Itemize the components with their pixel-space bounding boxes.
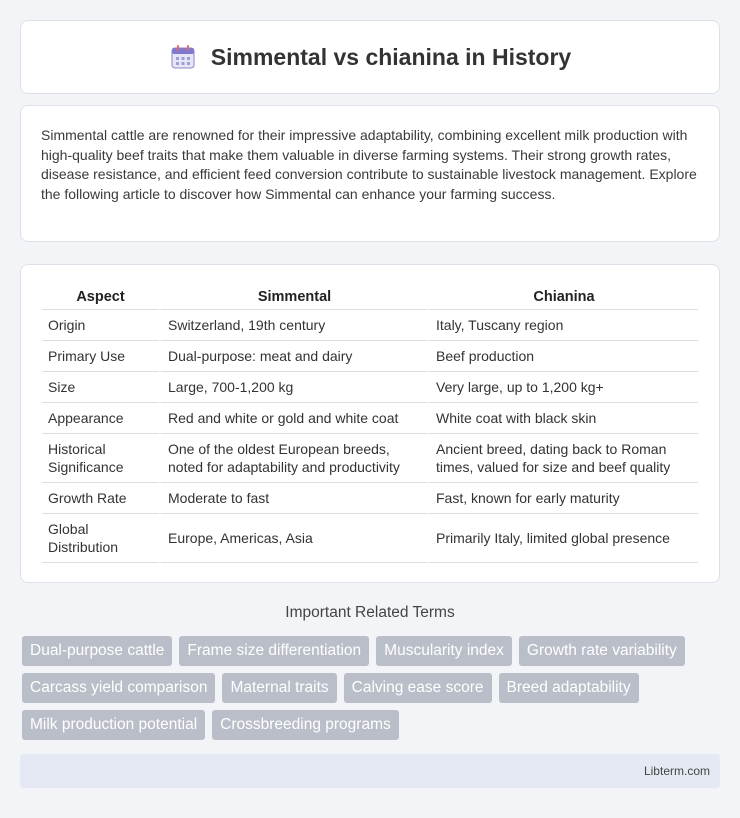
table-cell: Dual-purpose: meat and dairy bbox=[159, 341, 427, 372]
table-row bbox=[42, 434, 698, 483]
table-cell: Origin bbox=[42, 310, 159, 341]
header-chianina: Chianina bbox=[427, 285, 698, 310]
calendar-icon bbox=[169, 43, 197, 71]
table-cell: Red and white or gold and white coat bbox=[159, 403, 427, 434]
table-cell: Italy, Tuscany region bbox=[427, 310, 698, 341]
term-tag[interactable]: Dual-purpose cattle bbox=[22, 636, 172, 666]
term-tag[interactable]: Carcass yield comparison bbox=[22, 673, 215, 703]
table-header-row bbox=[42, 285, 698, 310]
table-cell: Primarily Italy, limited global presence bbox=[427, 514, 698, 563]
table-row bbox=[42, 514, 698, 563]
term-tag[interactable]: Maternal traits bbox=[222, 673, 336, 703]
table-cell: Size bbox=[42, 372, 159, 403]
table-cell: Growth Rate bbox=[42, 483, 159, 514]
table-row bbox=[42, 372, 698, 403]
term-tag[interactable]: Milk production potential bbox=[22, 710, 205, 740]
table-cell: Global Distribution bbox=[42, 514, 159, 563]
comparison-card bbox=[20, 264, 720, 583]
table-cell: Primary Use bbox=[42, 341, 159, 372]
comparison-table bbox=[42, 285, 698, 563]
table-cell: Ancient breed, dating back to Roman times, valued for size and beef quality bbox=[427, 434, 698, 483]
header-aspect: Aspect bbox=[42, 285, 159, 310]
footer-site-link[interactable]: Libterm.com bbox=[643, 764, 710, 778]
term-tag[interactable]: Calving ease score bbox=[344, 673, 492, 703]
table-cell: Beef production bbox=[427, 341, 698, 372]
table-row bbox=[42, 310, 698, 341]
table-cell: Europe, Americas, Asia bbox=[159, 514, 427, 563]
table-row bbox=[42, 483, 698, 514]
header-simmental: Simmental bbox=[159, 285, 427, 310]
table-cell: One of the oldest European breeds, noted for adaptability and productivity bbox=[159, 434, 427, 483]
table-row bbox=[42, 341, 698, 372]
header-card bbox=[20, 20, 720, 94]
table-cell: Moderate to fast bbox=[159, 483, 427, 514]
intro-text: Simmental cattle are renowned for their impressive adaptability, combining excellent milk production with high-quality beef traits that make them valuable in diverse farming systems. Their strong growth rates, disease resistance, and efficient feed conversion contribute to sustainable livestock management. Explore the following article to discover how Simmental can enhance your farming success. bbox=[41, 127, 697, 202]
term-tag[interactable]: Muscularity index bbox=[376, 636, 512, 666]
table-cell: Appearance bbox=[42, 403, 159, 434]
table-row bbox=[42, 403, 698, 434]
table-cell: Fast, known for early maturity bbox=[427, 483, 698, 514]
table-cell: Historical Significance bbox=[42, 434, 159, 483]
term-tag[interactable]: Frame size differentiation bbox=[179, 636, 369, 666]
related-terms-list bbox=[22, 636, 722, 740]
table-cell: White coat with black skin bbox=[427, 403, 698, 434]
table-cell: Switzerland, 19th century bbox=[159, 310, 427, 341]
table-cell: Very large, up to 1,200 kg+ bbox=[427, 372, 698, 403]
related-terms-heading: Important Related Terms bbox=[285, 604, 455, 621]
term-tag[interactable]: Crossbreeding programs bbox=[212, 710, 399, 740]
term-tag[interactable]: Breed adaptability bbox=[499, 673, 639, 703]
term-tag[interactable]: Growth rate variability bbox=[519, 636, 685, 666]
intro-card bbox=[20, 105, 720, 242]
table-cell: Large, 700-1,200 kg bbox=[159, 372, 427, 403]
footer bbox=[20, 754, 720, 788]
page-title: Simmental vs chianina in History bbox=[210, 43, 572, 70]
